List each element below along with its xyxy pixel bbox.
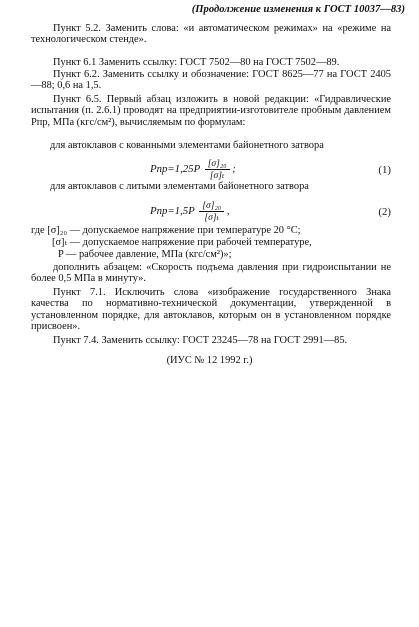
formula1-numerator: [σ]₂₀ [205, 158, 230, 170]
definition-sigmat: [σ]ₜ — допускаемое напряжение при рабочей температуре, [52, 237, 312, 248]
paragraph-7-4: Пункт 7.4. Заменить ссылку: ГОСТ 23245—78 на ГОСТ 2991—85. [53, 335, 348, 346]
paragraph-7-1: Пункт 7.1. Исключить слова «изображение государственного Знака качества по нормативно-технической документации, утвержденной в установленном порядке, для автоклавов, которым он в установленном порядке присвоен». [31, 287, 391, 333]
page-header: (Продолжение изменения к ГОСТ 10037—83) [191, 4, 405, 15]
paragraph-6-1: Пункт 6.1 Заменить ссылку: ГОСТ 7502—80 на ГОСТ 7502—89. [53, 57, 340, 68]
formula2-denominator: [σ]ₜ [204, 212, 219, 223]
formula1-number: (1) [378, 164, 391, 176]
definition-pressure: P — рабочее давление, МПа (кгс/см²)»; [58, 249, 232, 260]
definition-sigma20: где [σ]₂₀ — допускаемое напряжение при температуре 20 °С; [31, 225, 301, 236]
paragraph-5-2: Пункт 5.2. Заменить слова: «и автоматическом режимах» на «режиме на технологическом стенде». [31, 23, 391, 46]
formula1-denominator: [σ]ₜ [209, 170, 225, 181]
paragraph-6-2: Пункт 6.2. Заменить ссылку и обозначение: ГОСТ 8625—77 на ГОСТ 2405—88; 0,6 на 1,5. [31, 69, 391, 92]
formula1-caption: для автоклавов с кованными элементами байонетного затвора [50, 140, 324, 151]
formula2-lhs: Pпр=1,5P [150, 204, 195, 217]
paragraph-speed: дополнить абзацем: «Скорость подъема давления при гидроиспытании не более 0,5 МПа в минуту». [31, 262, 391, 285]
formula2-fraction [199, 200, 224, 223]
paragraph-6-5: Пункт 6.5. Первый абзац изложить в новой редакции: «Гидравлические испытания (п. 2.6.1) проводят на предприятии-изготовителе пробным давлением Pпр, МПа (кгс/см²), вычисляемым по формулам: [31, 94, 391, 128]
formula2-number: (2) [378, 206, 391, 218]
formula-1: Pпр=1,25P $\frac{\text{[σ]₂₀}}{\text{[σ]ₜ}}$ ; [150, 158, 236, 181]
formula1-lhs: Pпр=1,25P [150, 162, 200, 175]
footer-reference: (ИУС № 12 1992 г.) [166, 355, 253, 366]
formula1-fraction [205, 158, 230, 181]
formula2-caption: для автоклавов с литыми элементами байонетного затвора [50, 181, 309, 192]
formula-2: Pпр=1,5P $\frac{\text{[σ]₂₀}}{\text{[σ]ₜ}}$ , [150, 200, 230, 223]
formula2-numerator: [σ]₂₀ [199, 200, 224, 212]
